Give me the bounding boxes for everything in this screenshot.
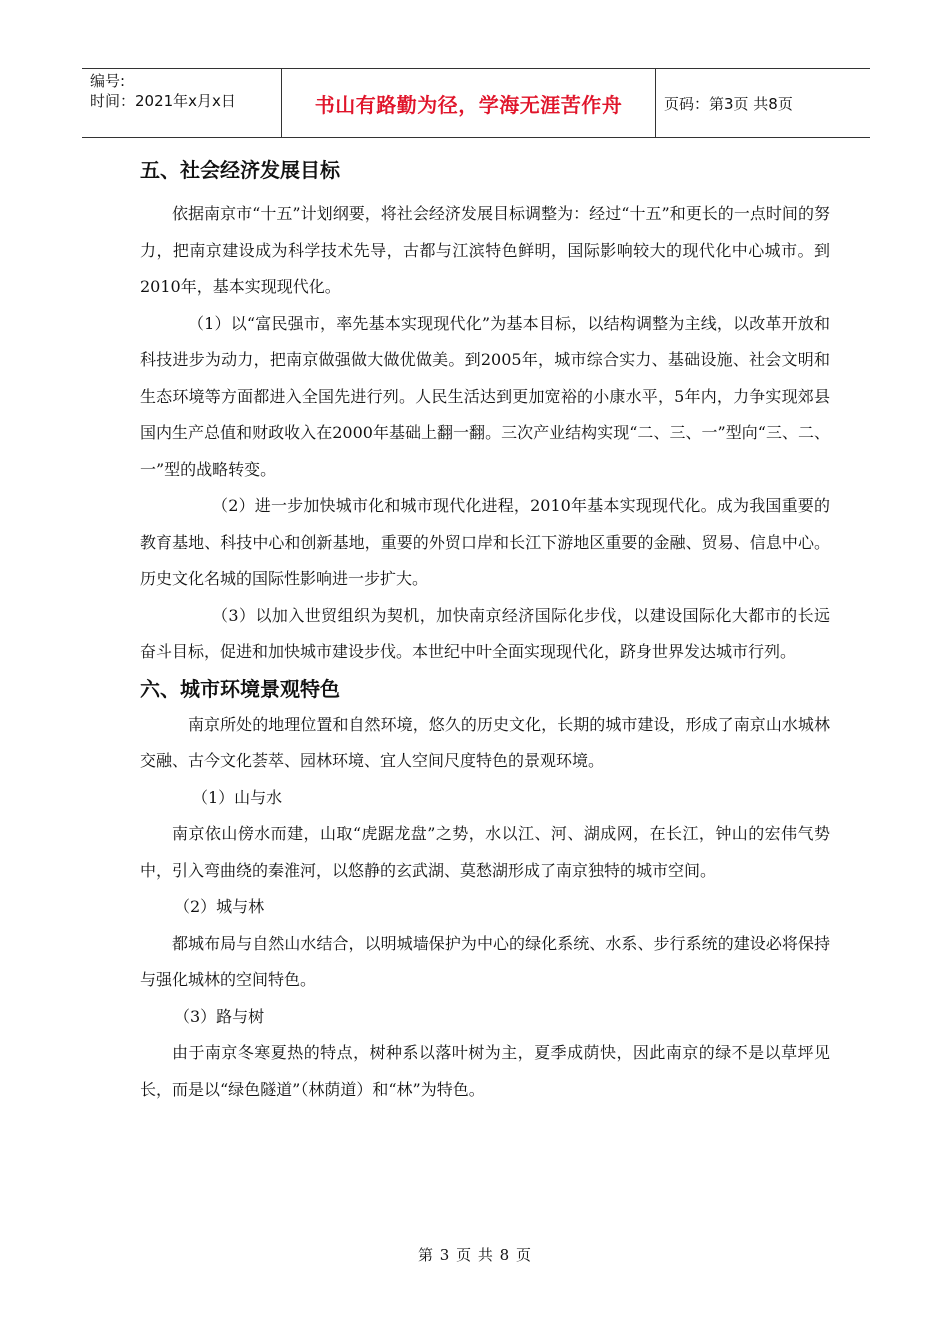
motto: 书山有路勤为径，学海无涯苦作舟 [282, 69, 656, 137]
header-left-cell [82, 69, 282, 137]
section-6-title: 六、城市环境景观特色 [140, 676, 340, 701]
number-label: 编号: [90, 72, 126, 90]
page-code: 页码：第3页 共8页 [664, 94, 793, 113]
section-5-intro: 依据南京市“十五”计划纲要，将社会经济发展目标调整为：经过“十五”和更长的一点时间的努力，把南京建设成为科学技术先导，古都与江滨特色鲜明，国际影响较大的现代化中心城市。到2010年，基本实现现代化。 [140, 204, 830, 296]
page-footer: 第 3 页 共 8 页 [418, 1246, 532, 1264]
section-5-item-1: （1）以“富民强市，率先基本实现现代化”为基本目标，以结构调整为主线，以改革开放和科技进步为动力，把南京做强做大做优做美。到2005年，城市综合实力、基础设施、社会文明和生态环境等方面都进入全国先进行列。人民生活达到更加宽裕的小康水平，5年内，力争实现郊县国内生产总值和财政收入在2000年基础上翻一翻。三次产业结构实现“二、三、一”型向“三、二、一”型的战略转变。 [140, 313, 830, 479]
page-header [82, 68, 870, 138]
subsection-3-title: （3）路与树 [174, 1006, 265, 1026]
subsection-1-title: （1）山与水 [192, 787, 283, 807]
document-body [140, 152, 830, 1108]
subsection-2-text: 都城布局与自然山水结合，以明城墙保护为中心的绿化系统、水系、步行系统的建设必将保持与强化城林的空间特色。 [140, 933, 830, 989]
section-5-item-2: （2）进一步加快城市化和城市现代化进程，2010年基本实现现代化。成为我国重要的教育基地、科技中心和创新基地，重要的外贸口岸和长江下游地区重要的金融、贸易、信息中心。历史文化名城的国际性影响进一步扩大。 [140, 496, 830, 588]
subsection-1-text: 南京依山傍水而建，山取“虎踞龙盘”之势，水以江、河、湖成网，在长江，钟山的宏伟气势中，引入弯曲绕的秦淮河，以悠静的玄武湖、莫愁湖形成了南京独特的城市空间。 [140, 824, 830, 880]
section-5-item-3: （3）以加入世贸组织为契机，加快南京经济国际化步伐，以建设国际化大都市的长远奋斗目标，促进和加快城市建设步伐。本世纪中叶全面实现现代化，跻身世界发达城市行列。 [140, 605, 830, 661]
section-5-title: 五、社会经济发展目标 [140, 158, 340, 182]
subsection-2-title: （2）城与林 [174, 897, 265, 916]
time-label: 时间：2021年x月x日 [90, 92, 236, 110]
section-6-intro: 南京所处的地理位置和自然环境，悠久的历史文化，长期的城市建设，形成了南京山水城林交融、古今文化荟萃、园林环境、宜人空间尺度特色的景观环境。 [140, 714, 830, 770]
subsection-3-text: 由于南京冬寒夏热的特点，树种系以落叶树为主，夏季成荫快，因此南京的绿不是以草坪见长，而是以“绿色隧道”（林荫道）和“林”为特色。 [140, 1043, 830, 1099]
